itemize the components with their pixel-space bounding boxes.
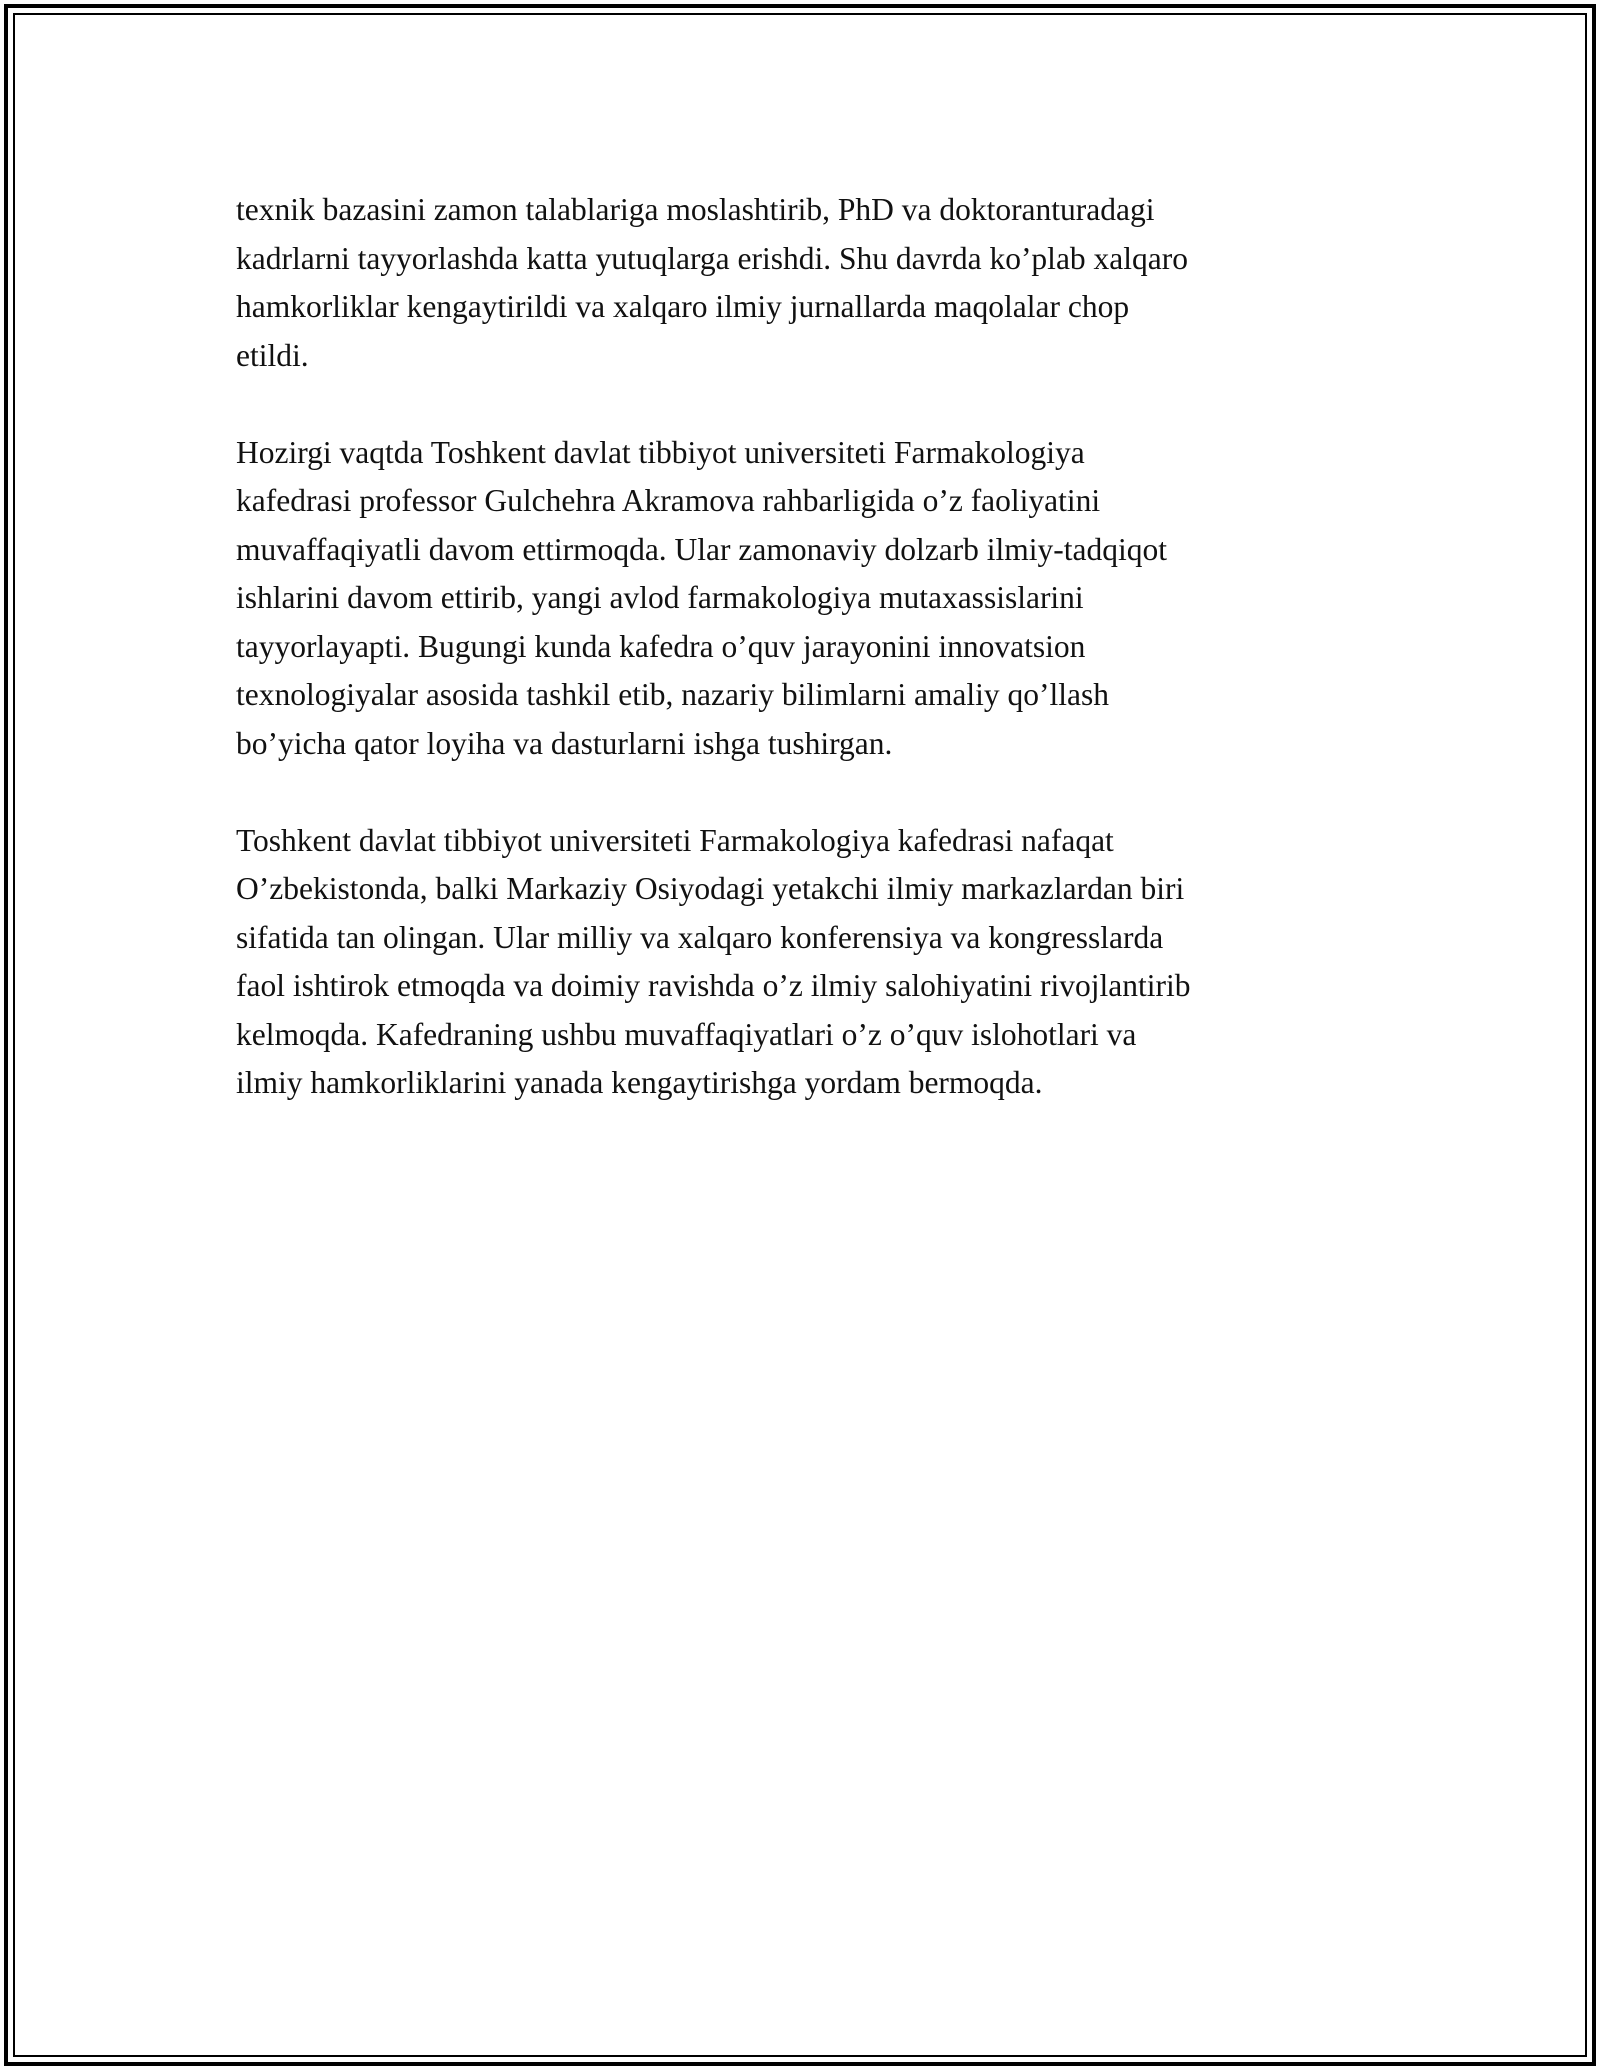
text-line: O’zbekistonda, balki Markaziy Osiyodagi yetakchi ilmiy markazlardan biri — [236, 871, 1185, 906]
text-line: Hozirgi vaqtda Toshkent davlat tibbiyot universiteti Farmakologiya — [236, 434, 1085, 470]
text-line: kadrlarni tayyorlashda katta yutuqlarga erishdi. Shu davrda ko’plab xalqaro — [236, 240, 1188, 276]
text-line: ilmiy hamkorliklarini yanada kengaytirishga yordam bermoqda. — [236, 1065, 1043, 1100]
text-line: sifatida tan olingan. Ular milliy va xalqaro konferensiya va kongresslarda — [236, 919, 1164, 955]
text-line: texnik bazasini zamon talablariga moslashtirib, PhD va doktoranturadagi — [236, 192, 1155, 227]
paragraph-3 — [236, 817, 1366, 1108]
text-line: ishlarini davom ettirib, yangi avlod farmakologiya mutaxassislarini — [236, 580, 1084, 615]
text-line: faol ishtirok etmoqda va doimiy ravishda o’z ilmiy salohiyatini rivojlantirib — [236, 968, 1191, 1003]
text-line: kelmoqda. Kafedraning ushbu muvaffaqiyatlari o’z o’quv islohotlari va — [236, 1016, 1137, 1052]
text-line: hamkorliklar kengaytirildi va xalqaro ilmiy jurnallarda maqolalar chop — [236, 289, 1130, 324]
text-line: Toshkent davlat tibbiyot universiteti Farmakologiya kafedrasi nafaqat — [236, 822, 1114, 858]
text-line: muvaffaqiyatli davom ettirmoqda. Ular zamonaviy dolzarb ilmiy-tadqiqot — [236, 531, 1168, 567]
text-line: texnologiyalar asosida tashkil etib, nazariy bilimlarni amaliy qo’llash — [236, 677, 1110, 712]
paragraph-1 — [236, 186, 1366, 380]
text-line: tayyorlayapti. Bugungi kunda kafedra o’quv jarayonini innovatsion — [236, 628, 1086, 664]
text-line: kafedrasi professor Gulchehra Akramova rahbarligida o’z faoliyatini — [236, 483, 1101, 518]
text-line: bo’yicha qator loyiha va dasturlarni ishga tushirgan. — [236, 725, 893, 761]
document-body — [236, 186, 1366, 1156]
text-line: etildi. — [236, 337, 309, 373]
paragraph-2 — [236, 429, 1366, 769]
